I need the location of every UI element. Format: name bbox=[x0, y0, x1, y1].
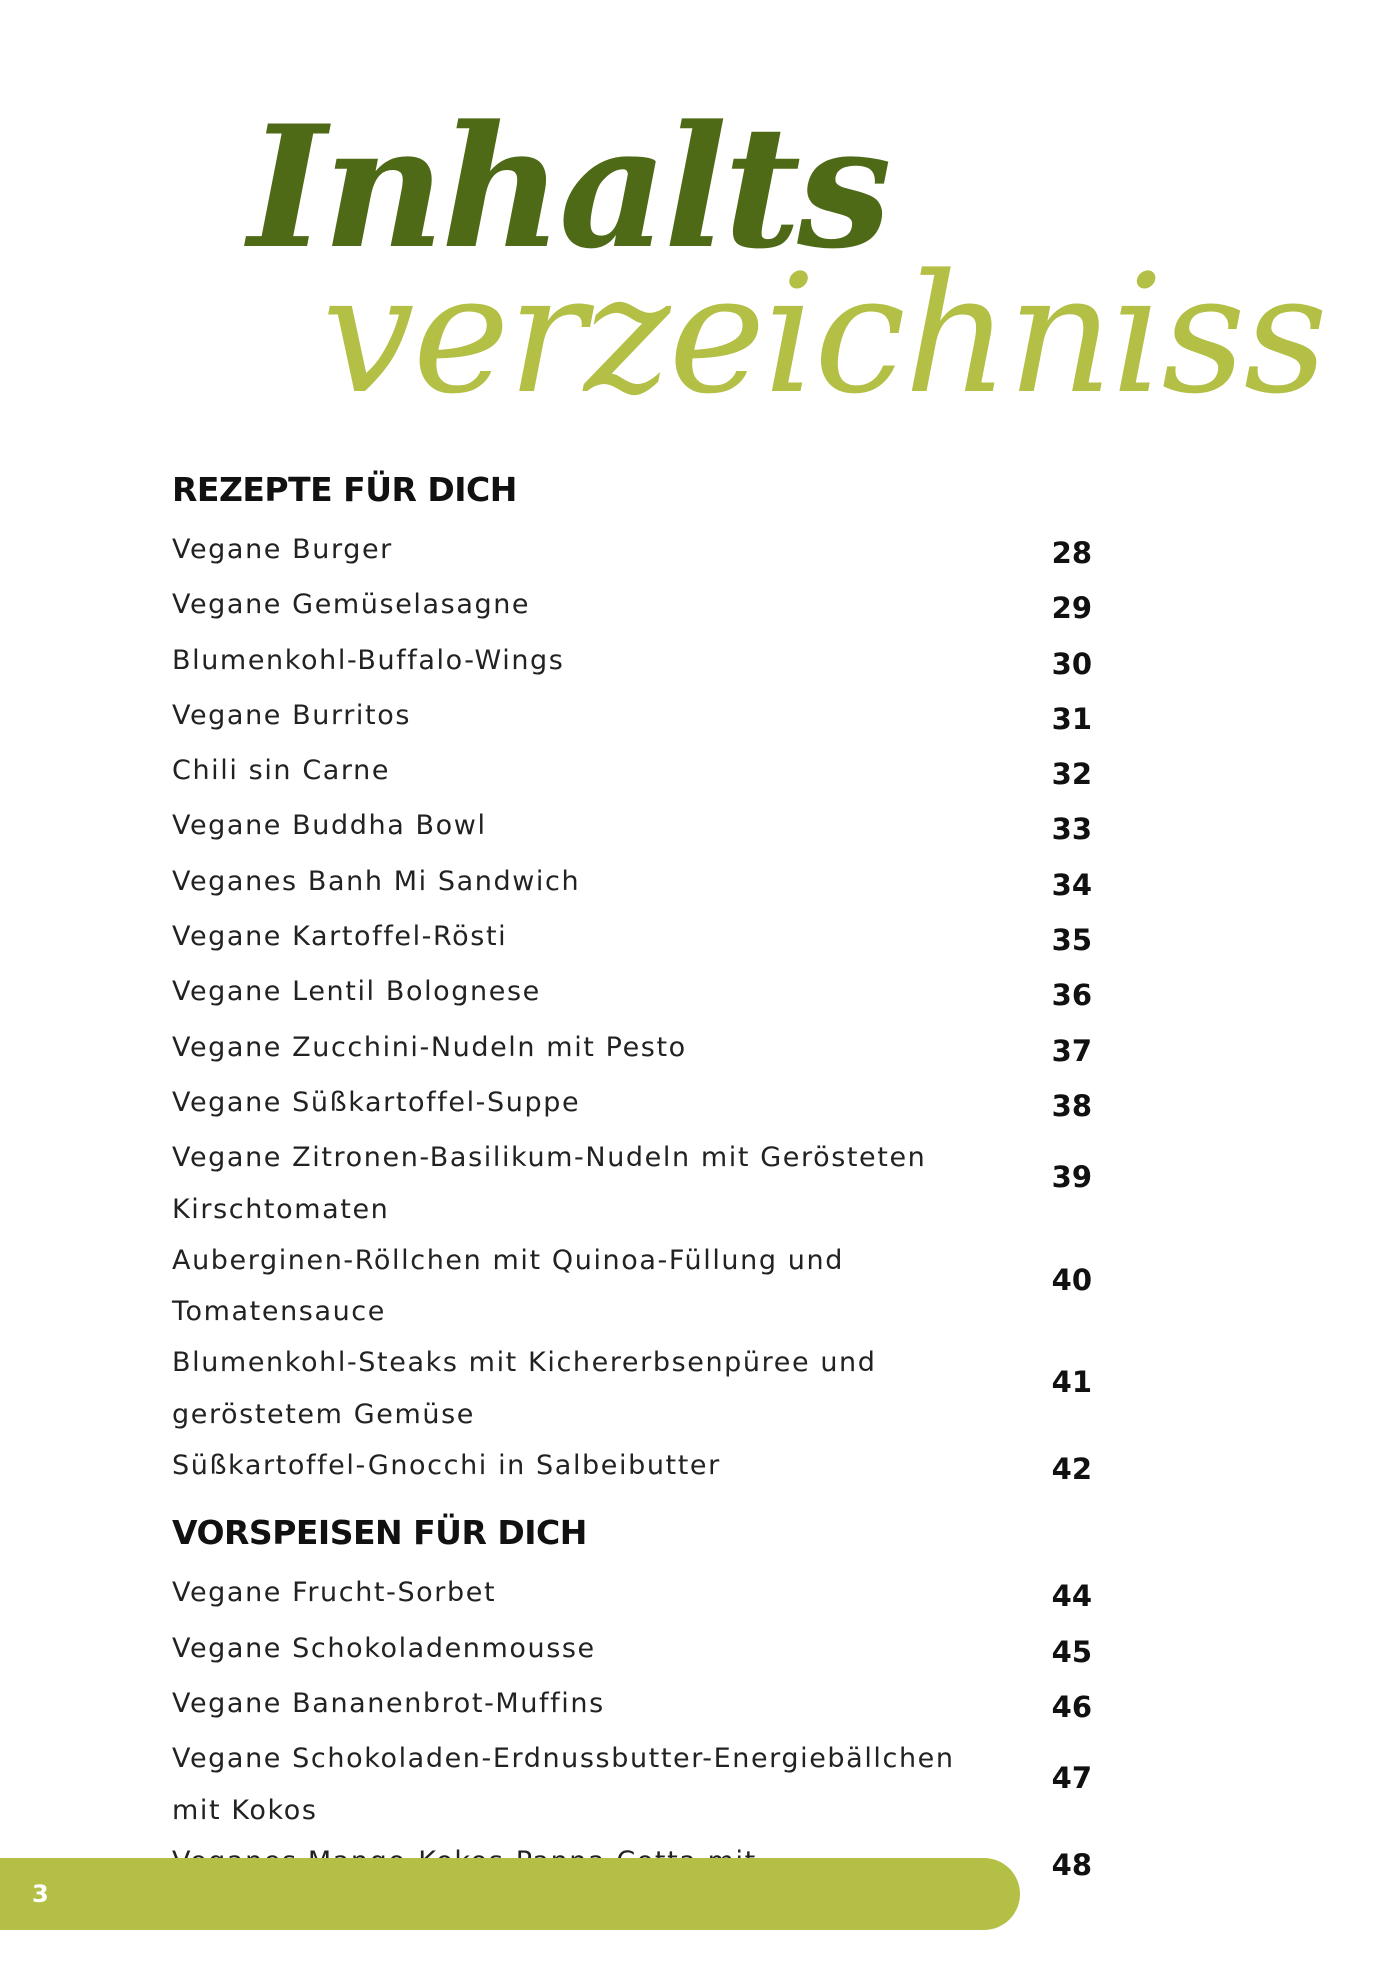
toc-entry-title: Vegane Frucht-Sorbet bbox=[172, 1577, 497, 1609]
toc-entry[interactable] bbox=[172, 635, 1092, 690]
toc-entry-page: 47 bbox=[1051, 1761, 1092, 1796]
toc-entry[interactable] bbox=[172, 690, 1092, 745]
toc-entry[interactable] bbox=[172, 1623, 1092, 1678]
toc-entry[interactable] bbox=[172, 800, 1092, 855]
toc-entry[interactable] bbox=[172, 1567, 1092, 1622]
toc-entry-page: 39 bbox=[1051, 1160, 1092, 1195]
toc-entry-title: Auberginen-Röllchen mit Quinoa-Füllung und Tomatensauce bbox=[172, 1244, 844, 1328]
toc-entry-title: Vegane Burritos bbox=[172, 699, 412, 731]
section-heading-vorspeisen: VORSPEISEN FÜR DICH bbox=[172, 1513, 587, 1553]
toc-entry-title: Vegane Zucchini-Nudeln mit Pesto bbox=[172, 1031, 687, 1063]
toc-entry[interactable] bbox=[172, 745, 1092, 800]
toc-entry-title: Vegane Burger bbox=[172, 534, 393, 565]
toc-entry-title: Süßkartoffel-Gnocchi in Salbeibutter bbox=[172, 1450, 721, 1482]
toc-entry-page: 42 bbox=[1051, 1452, 1092, 1487]
toc-entry-title: Blumenkohl-Buffalo-Wings bbox=[172, 644, 565, 676]
toc-entry[interactable] bbox=[172, 524, 1092, 579]
toc-entry-title: Vegane Schokoladenmousse bbox=[172, 1632, 596, 1664]
toc-entry-page: 31 bbox=[1051, 701, 1092, 736]
table-of-contents bbox=[172, 462, 1092, 1938]
toc-entry-page: 37 bbox=[1051, 1033, 1092, 1068]
page-number: 3 bbox=[32, 1880, 49, 1908]
toc-entry-title: Vegane Süßkartoffel-Suppe bbox=[172, 1086, 581, 1118]
toc-entry[interactable] bbox=[172, 1077, 1092, 1132]
toc-entry-page: 30 bbox=[1051, 646, 1092, 681]
toc-entry-title: Chili sin Carne bbox=[172, 755, 391, 787]
toc-entry[interactable] bbox=[172, 1440, 1092, 1495]
toc-entry[interactable] bbox=[172, 911, 1092, 966]
title-line-1: Inhalts bbox=[248, 88, 888, 286]
toc-entry[interactable] bbox=[172, 1132, 1092, 1235]
toc-entry-page: 45 bbox=[1051, 1634, 1092, 1669]
toc-entry-page: 38 bbox=[1051, 1088, 1092, 1123]
toc-entry[interactable] bbox=[172, 1733, 1092, 1836]
toc-entry-page: 29 bbox=[1051, 591, 1092, 626]
toc-entry-title: Vegane Lentil Bolognese bbox=[172, 976, 541, 1008]
footer-bar bbox=[0, 1858, 1020, 1930]
toc-entry-title: Vegane Zitronen-Basilikum-Nudeln mit Gerösteten Kirschtomaten bbox=[172, 1142, 927, 1225]
toc-entry-page: 35 bbox=[1051, 923, 1092, 958]
toc-entry-title: Vegane Bananenbrot-Muffins bbox=[172, 1687, 605, 1719]
toc-entry[interactable] bbox=[172, 579, 1092, 634]
toc-entry[interactable] bbox=[172, 1678, 1092, 1733]
toc-entry-page: 41 bbox=[1051, 1365, 1092, 1400]
toc-entry-page: 48 bbox=[1051, 1847, 1092, 1882]
title-line-2: verzeichniss bbox=[322, 239, 1326, 430]
toc-entry-title: Vegane Kartoffel-Rösti bbox=[172, 921, 508, 953]
toc-entry-title: Veganes Banh Mi Sandwich bbox=[172, 865, 581, 897]
toc-entry-title: Vegane Schokoladen-Erdnussbutter-Energiebällchen mit Kokos bbox=[172, 1743, 955, 1826]
toc-entry-page: 46 bbox=[1051, 1689, 1092, 1724]
toc-entry[interactable] bbox=[172, 1337, 1092, 1440]
toc-entry[interactable] bbox=[172, 1235, 1092, 1338]
toc-entry[interactable] bbox=[172, 966, 1092, 1021]
toc-entry-page: 44 bbox=[1051, 1579, 1092, 1614]
section-heading-rezepte: REZEPTE FÜR DICH bbox=[172, 470, 517, 509]
toc-entry-page: 40 bbox=[1051, 1262, 1092, 1297]
toc-entry-title: Blumenkohl-Steaks mit Kichererbsenpüree und geröstetem Gemüse bbox=[172, 1347, 877, 1430]
toc-entry-page: 34 bbox=[1051, 867, 1092, 902]
toc-entry-title: Vegane Buddha Bowl bbox=[172, 810, 487, 842]
toc-entry[interactable] bbox=[172, 856, 1092, 911]
toc-entry-page: 33 bbox=[1051, 812, 1092, 847]
toc-entry-page: 32 bbox=[1051, 757, 1092, 792]
toc-entry-page: 28 bbox=[1051, 536, 1092, 570]
toc-entry-page: 36 bbox=[1051, 978, 1092, 1013]
toc-entry-title: Vegane Gemüselasagne bbox=[172, 589, 531, 621]
toc-entry[interactable] bbox=[172, 1022, 1092, 1077]
